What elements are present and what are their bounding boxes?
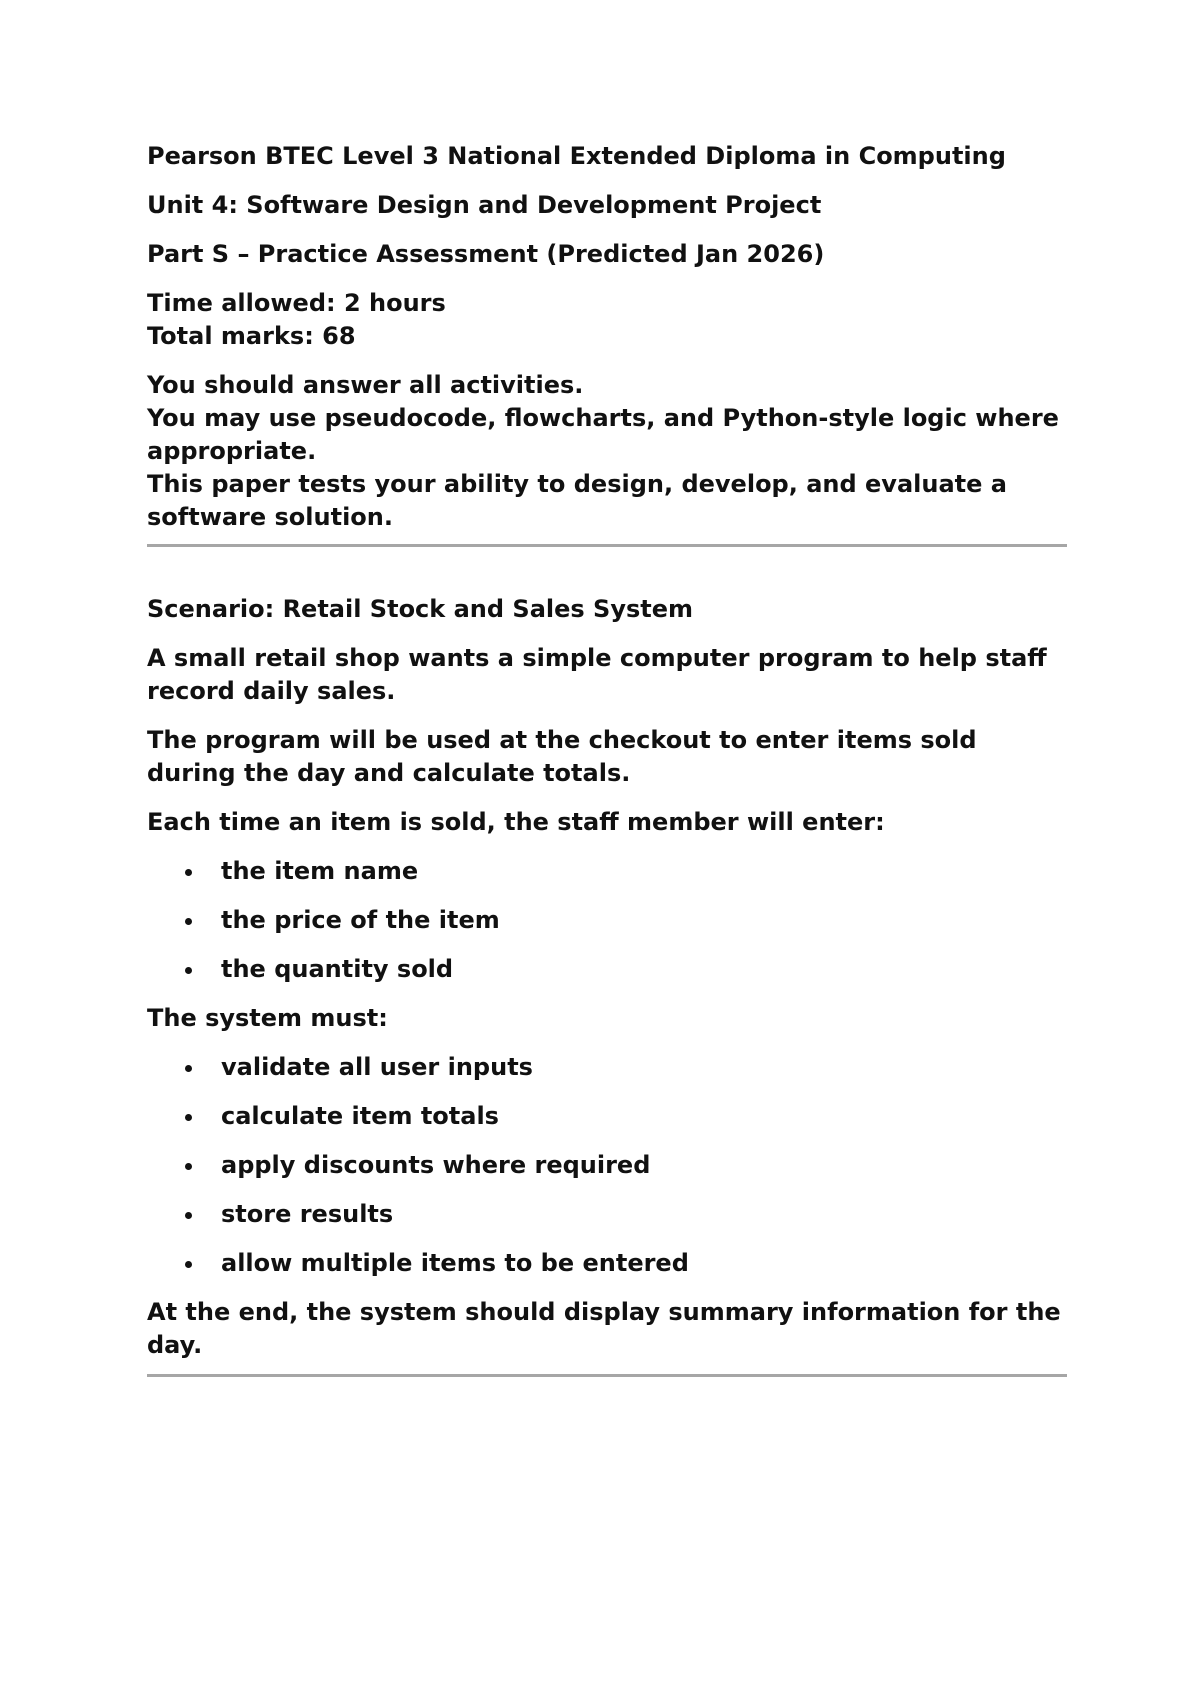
scenario-usage: The program will be used at the checkout to enter items sold during the day and calculate totals.	[147, 726, 977, 787]
entry-lead: Each time an item is sold, the staff member will enter:	[147, 808, 885, 836]
section-divider	[147, 1374, 1067, 1377]
unit-title: Unit 4: Software Design and Development Project	[147, 191, 822, 219]
list-item: the item name	[147, 855, 1067, 888]
bullet-icon	[185, 967, 192, 974]
scenario-closing: At the end, the system should display summary information for the day.	[147, 1298, 1061, 1359]
instructions	[147, 369, 1067, 534]
scenario-intro: A small retail shop wants a simple computer program to help staff record daily sales.	[147, 644, 1047, 705]
scenario-title: Scenario: Retail Stock and Sales System	[147, 595, 694, 623]
part-title: Part S – Practice Assessment (Predicted Jan 2026)	[147, 240, 825, 268]
bullet-icon	[185, 1163, 192, 1170]
total-marks: Total marks: 68	[147, 322, 356, 350]
list-item: calculate item totals	[147, 1100, 1067, 1133]
instruction-pseudocode: You may use pseudocode, flowcharts, and Python-style logic where appropriate.	[147, 404, 1059, 465]
instruction-paper-tests: This paper tests your ability to design, develop, and evaluate a software solution.	[147, 470, 1007, 531]
qualification-title: Pearson BTEC Level 3 National Extended Diploma in Computing	[147, 142, 1006, 170]
requirements-lead: The system must:	[147, 1004, 388, 1032]
time-allowed: Time allowed: 2 hours	[147, 289, 446, 317]
list-item: store results	[147, 1198, 1067, 1231]
exam-details	[147, 287, 1067, 353]
section-divider	[147, 544, 1067, 547]
entry-list	[147, 855, 1067, 986]
bullet-icon	[185, 1065, 192, 1072]
document-page	[147, 140, 1067, 1377]
list-item: validate all user inputs	[147, 1051, 1067, 1084]
bullet-icon	[185, 1212, 192, 1219]
list-item: the price of the item	[147, 904, 1067, 937]
list-item: apply discounts where required	[147, 1149, 1067, 1182]
list-item: allow multiple items to be entered	[147, 1247, 1067, 1280]
bullet-icon	[185, 1114, 192, 1121]
bullet-icon	[185, 869, 192, 876]
instruction-answer-all: You should answer all activities.	[147, 371, 584, 399]
bullet-icon	[185, 918, 192, 925]
requirements-list	[147, 1051, 1067, 1280]
list-item: the quantity sold	[147, 953, 1067, 986]
bullet-icon	[185, 1261, 192, 1268]
